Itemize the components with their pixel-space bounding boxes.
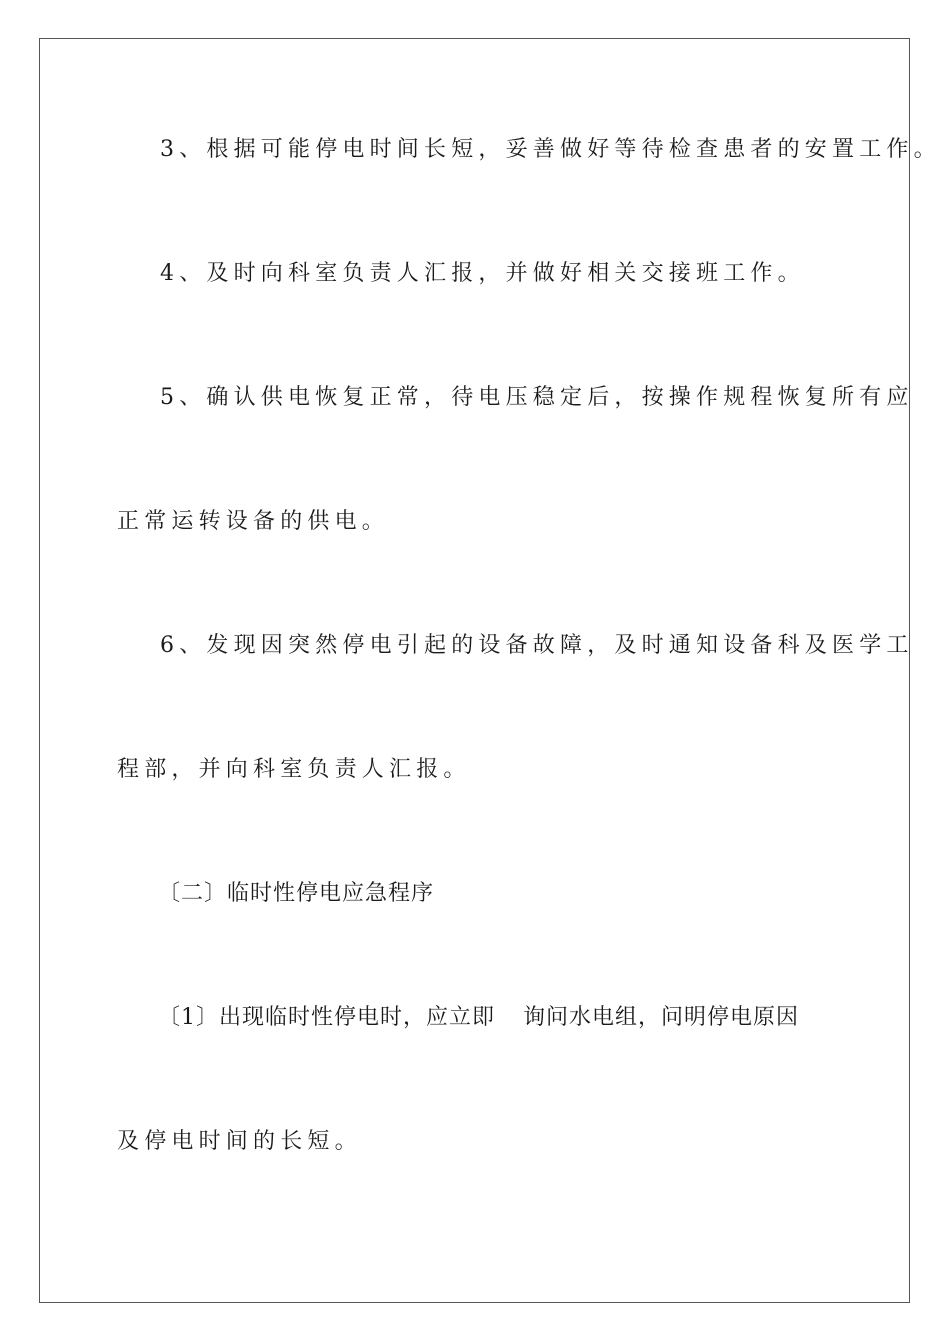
sub-item-1-part-b: 询问水电组，问明停电原因 <box>523 1005 800 1030</box>
page-border <box>39 38 910 1303</box>
sub-item-1-line-1 <box>158 1003 799 1033</box>
paragraph-item-4: 4、及时向科室负责人汇报，并做好相关交接班工作。 <box>160 261 805 286</box>
paragraph-item-5-line-2: 正常运转设备的供电。 <box>117 509 390 534</box>
paragraph-item-3: 3、根据可能停电时间长短，妥善做好等待检查患者的安置工作。 <box>160 137 941 162</box>
sub-item-1-part-a: 〔1〕出现临时性停电时，应立即 <box>158 1005 495 1030</box>
sub-item-1-line-2: 及停电时间的长短。 <box>117 1129 362 1154</box>
section-heading: 〔二〕临时性停电应急程序 <box>158 881 435 906</box>
paragraph-item-5-line-1: 5、确认供电恢复正常，待电压稳定后，按操作规程恢复所有应 <box>160 385 914 410</box>
paragraph-item-6-line-1: 6、发现因突然停电引起的设备故障，及时通知设备科及医学工 <box>160 633 914 658</box>
paragraph-item-6-line-2: 程部，并向科室负责人汇报。 <box>117 757 471 782</box>
